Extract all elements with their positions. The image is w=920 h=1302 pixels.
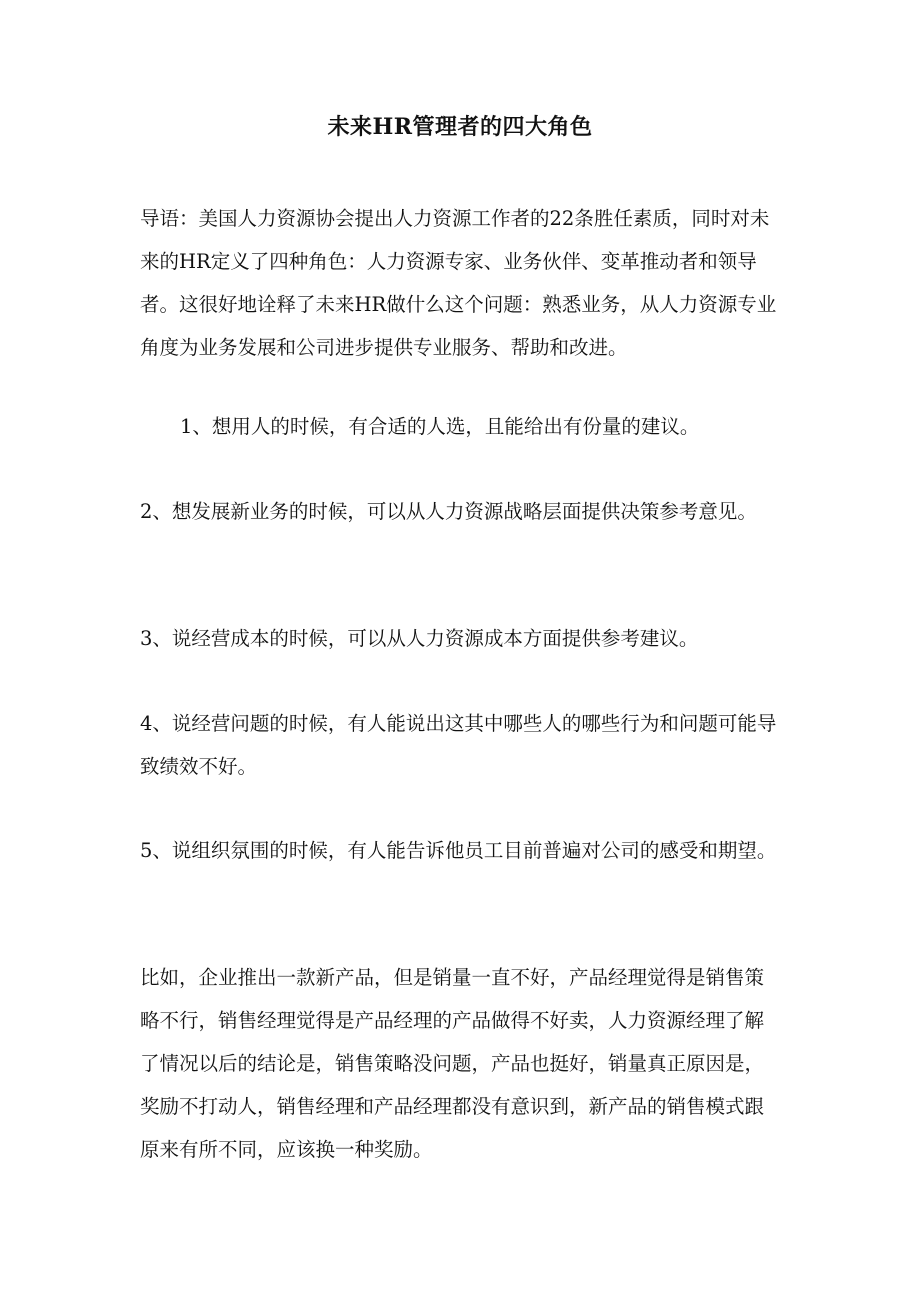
example-paragraph: 比如，企业推出一款新产品，但是销量一直不好，产品经理觉得是销售策略不行，销售经理觉得是产品经理的产品做得不好卖，人力资源经理了解了情况以后的结论是，销售策略没问题，产品也挺好，销量真正原因是，奖励不打动人，销售经理和产品经理都没有意识到，新产品的销售模式跟原来有所不同，应该换一种奖励。 bbox=[140, 966, 765, 1161]
document-title: 未来HR管理者的四大角色 bbox=[327, 114, 593, 140]
list-item-4: 4、说经营问题的时候，有人能说出这其中哪些人的哪些行为和问题可能导致绩效不好。 bbox=[140, 712, 777, 778]
list-item-3: 3、说经营成本的时候，可以从人力资源成本方面提供参考建议。 bbox=[140, 627, 699, 650]
list-item-5: 5、说组织氛围的时候，有人能告诉他员工目前普遍对公司的感受和期望。 bbox=[140, 839, 777, 862]
intro-paragraph: 导语：美国人力资源协会提出人力资源工作者的22条胜任素质，同时对未来的HR定义了四种角色：人力资源专家、业务伙伴、变革推动者和领导者。这很好地诠释了未来HR做什么这个问题：熟悉业务，从人力资源专业角度为业务发展和公司进步提供专业服务、帮助和改进。 bbox=[140, 207, 777, 359]
list-item-2: 2、想发展新业务的时候，可以从人力资源战略层面提供决策参考意见。 bbox=[140, 500, 757, 523]
list-item-1: 1、想用人的时候，有合适的人选，且能给出有份量的建议。 bbox=[180, 415, 700, 438]
